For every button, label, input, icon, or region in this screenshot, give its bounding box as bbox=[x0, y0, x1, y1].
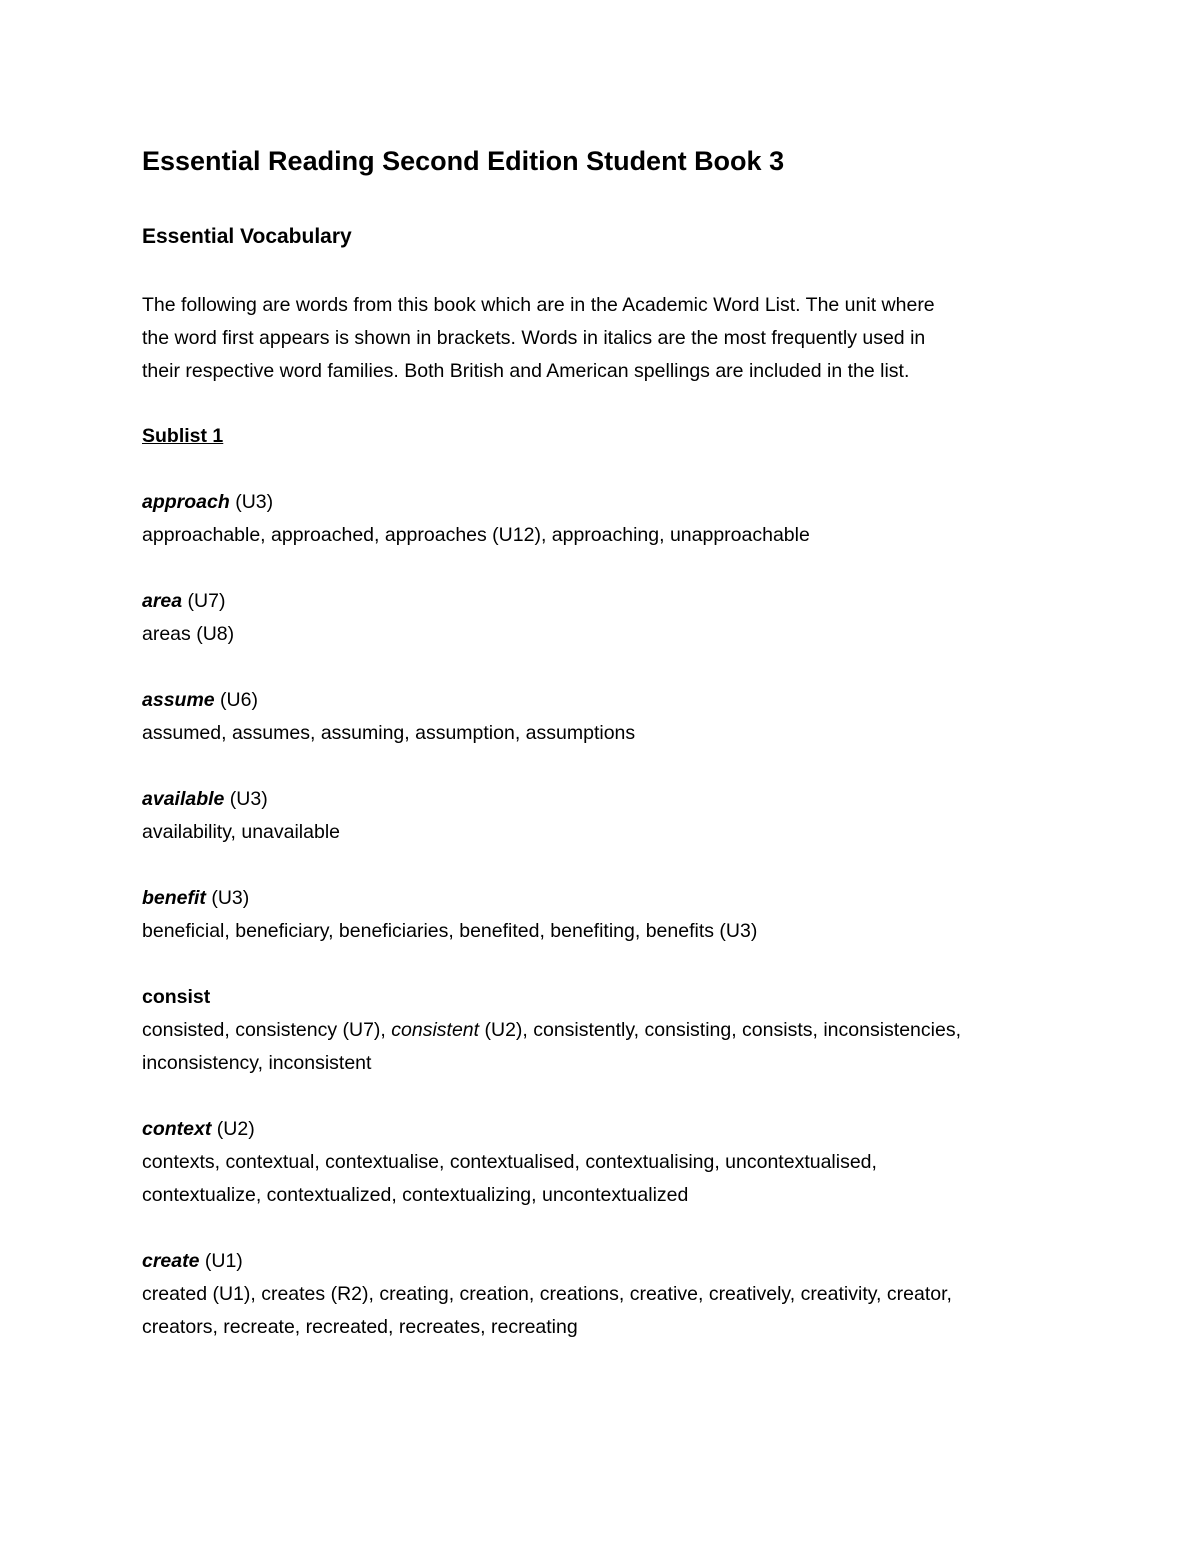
word-family: beneficial, beneficiary, beneficiaries, benefited, benefiting, benefits (U3) bbox=[142, 920, 758, 942]
word-family: inconsistency, inconsistent bbox=[142, 1052, 372, 1074]
headword-line bbox=[142, 981, 1062, 1014]
word-family: assumed, assumes, assuming, assumption, assumptions bbox=[142, 722, 636, 744]
intro-line: the word first appears is shown in brackets. Words in italics are the most frequently used in bbox=[142, 327, 926, 349]
word-entry-area bbox=[142, 585, 1062, 651]
headword-line bbox=[142, 684, 1062, 717]
word-family: areas (U8) bbox=[142, 623, 235, 645]
intro-paragraph bbox=[142, 289, 1052, 388]
word-entry-context bbox=[142, 1113, 1062, 1212]
headword-line bbox=[142, 1245, 1062, 1278]
unit-reference: (U3) bbox=[224, 788, 268, 810]
word-family: created (U1), creates (R2), creating, creation, creations, creative, creatively, creativity, creator, bbox=[142, 1283, 952, 1305]
word-entry-create bbox=[142, 1245, 1062, 1344]
unit-reference: (U7) bbox=[182, 590, 226, 612]
headword: benefit bbox=[142, 887, 206, 909]
unit-reference: (U3) bbox=[205, 887, 250, 909]
unit-reference: (U3) bbox=[229, 491, 274, 513]
document-title: Essential Reading Second Edition Student Book 3 bbox=[142, 146, 785, 176]
word-family: availability, unavailable bbox=[142, 821, 341, 843]
word-entry-consist bbox=[142, 981, 1062, 1080]
word-family-text: consisted, consistency (U7), bbox=[142, 1019, 392, 1041]
headword: context bbox=[142, 1118, 212, 1140]
intro-line: The following are words from this book which are in the Academic Word List. The unit where bbox=[142, 294, 935, 316]
unit-reference: (U1) bbox=[199, 1250, 243, 1272]
unit-reference: (U2) bbox=[211, 1118, 255, 1140]
frequent-word: consistent bbox=[391, 1019, 480, 1041]
headword: consist bbox=[142, 986, 211, 1008]
section-heading: Essential Vocabulary bbox=[142, 225, 352, 248]
headword-line bbox=[142, 486, 1062, 519]
word-family: contextualize, contextualized, contextualizing, uncontextualized bbox=[142, 1184, 689, 1206]
unit-reference: (U6) bbox=[214, 689, 258, 711]
headword-line bbox=[142, 783, 1062, 816]
headword: assume bbox=[142, 689, 215, 711]
headword: area bbox=[142, 590, 183, 612]
headword-line bbox=[142, 1113, 1062, 1146]
intro-line: their respective word families. Both British and American spellings are included in the list. bbox=[142, 360, 910, 382]
word-family: creators, recreate, recreated, recreates, recreating bbox=[142, 1316, 578, 1338]
headword: approach bbox=[142, 491, 230, 513]
word-list bbox=[142, 486, 1062, 1377]
word-family bbox=[142, 1014, 1062, 1047]
headword-line bbox=[142, 882, 1062, 915]
word-family: approachable, approached, approaches (U12), approaching, unapproachable bbox=[142, 524, 810, 546]
word-entry-benefit bbox=[142, 882, 1062, 948]
headword: available bbox=[142, 788, 225, 810]
word-entry-approach bbox=[142, 486, 1062, 552]
word-entry-assume bbox=[142, 684, 1062, 750]
word-entry-available bbox=[142, 783, 1062, 849]
word-family-text: (U2), consistently, consisting, consists, inconsistencies, bbox=[479, 1019, 961, 1041]
sublist-heading: Sublist 1 bbox=[142, 425, 224, 447]
headword-line bbox=[142, 585, 1062, 618]
word-family: contexts, contextual, contextualise, contextualised, contextualising, uncontextualised, bbox=[142, 1151, 877, 1173]
headword: create bbox=[142, 1250, 200, 1272]
